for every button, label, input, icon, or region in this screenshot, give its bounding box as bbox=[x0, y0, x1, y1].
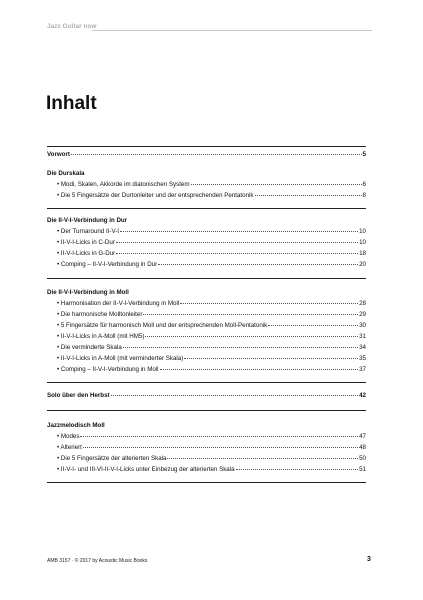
toc-entry-label: • Alteriert bbox=[57, 444, 82, 451]
section-divider bbox=[47, 208, 366, 209]
toc-entry-label: • Comping – II-V-I-Verbindung in Dur bbox=[57, 261, 158, 268]
toc-entry[interactable] bbox=[57, 237, 366, 248]
toc-entry-page: 10 bbox=[359, 239, 366, 246]
toc-entry[interactable] bbox=[57, 259, 366, 270]
toc-entry[interactable] bbox=[57, 298, 366, 309]
page-title: Inhalt bbox=[46, 93, 97, 114]
toc-entry-page: 30 bbox=[359, 322, 366, 329]
toc-leader-dots bbox=[236, 469, 359, 470]
toc-leader-dots bbox=[123, 347, 358, 348]
toc-leader-dots bbox=[111, 395, 359, 396]
toc-entry-page: 31 bbox=[359, 333, 366, 340]
toc-entry-page: 8 bbox=[362, 192, 366, 199]
toc-entry[interactable] bbox=[57, 226, 366, 237]
toc-leader-dots bbox=[167, 458, 358, 459]
toc-entry-page: 10 bbox=[359, 228, 366, 235]
toc-entry-label: • II-V-I-Licks in C-Dur bbox=[57, 239, 115, 246]
toc-entry[interactable] bbox=[57, 179, 366, 190]
toc-leader-dots bbox=[116, 253, 358, 254]
toc-entry-label: • Die 5 Fingersätze der alterierten Skala bbox=[57, 455, 167, 462]
section-divider bbox=[47, 382, 366, 383]
toc-leader-dots bbox=[180, 303, 358, 304]
toc-entry[interactable] bbox=[57, 320, 366, 331]
toc-entry-page: 48 bbox=[359, 444, 366, 451]
toc-entry[interactable] bbox=[57, 364, 366, 375]
toc-entry-page: 18 bbox=[359, 250, 366, 257]
toc-entry-label: • Modes bbox=[57, 433, 80, 440]
toc-entry-label: • II-V-I-Licks in A-Moll (mit HM5) bbox=[57, 333, 145, 340]
toc-leader-dots bbox=[143, 314, 358, 315]
header-rule bbox=[92, 30, 372, 31]
toc-entry-page: 6 bbox=[362, 181, 366, 188]
toc-entry-label: • Die harmonische Molltonleiter bbox=[57, 311, 143, 318]
footer-copyright: AMB 3157 · © 2017 by Acoustic Music Books bbox=[47, 558, 148, 564]
toc-leader-dots bbox=[184, 358, 358, 359]
toc-entry-page: 35 bbox=[359, 355, 366, 362]
toc-leader-dots bbox=[191, 184, 362, 185]
toc-leader-dots bbox=[116, 242, 358, 243]
toc-entry-page: 37 bbox=[359, 366, 366, 373]
section-divider bbox=[47, 482, 366, 483]
toc-entry-page: 34 bbox=[359, 344, 366, 351]
toc-leader-dots bbox=[71, 154, 362, 155]
toc-entry-label: Vorwort bbox=[47, 151, 70, 158]
toc-entry-solo[interactable] bbox=[47, 390, 366, 401]
toc-entry-page: 42 bbox=[359, 392, 366, 399]
toc-leader-dots bbox=[268, 325, 358, 326]
toc-leader-dots bbox=[120, 231, 358, 232]
toc-leader-dots bbox=[80, 436, 358, 437]
toc-entry[interactable] bbox=[57, 248, 366, 259]
toc-heading-dur-251: Die II-V-I-Verbindung in Dur bbox=[47, 217, 128, 224]
footer-page-number: 3 bbox=[367, 556, 371, 563]
toc-entry-label: • Comping – II-V-I-Verbindung in Moll bbox=[57, 366, 159, 373]
toc-entry[interactable] bbox=[57, 442, 366, 453]
toc-heading-durskala: Die Durskala bbox=[47, 170, 85, 177]
toc-entry[interactable] bbox=[57, 309, 366, 320]
toc-entry-vorwort[interactable] bbox=[47, 149, 366, 160]
toc-leader-dots bbox=[255, 195, 362, 196]
toc-leader-dots bbox=[83, 447, 358, 448]
toc-heading-moll-251: Die II-V-I-Verbindung in Moll bbox=[47, 289, 129, 296]
toc-leader-dots bbox=[158, 264, 358, 265]
section-divider bbox=[47, 410, 366, 411]
toc-entry[interactable] bbox=[57, 431, 366, 442]
toc-entry-page: 51 bbox=[359, 466, 366, 473]
toc-entry-page: 5 bbox=[362, 151, 366, 158]
toc-entry-label: • II-V-I-Licks in G-Dur bbox=[57, 250, 116, 257]
toc-leader-dots bbox=[160, 369, 359, 370]
toc-heading-jazzmelodisch: Jazzmelodisch Moll bbox=[47, 422, 105, 429]
toc-entry[interactable] bbox=[57, 353, 366, 364]
toc-entry-label: • II-V-I-Licks in A-Moll (mit verminderter Skala) bbox=[57, 355, 184, 362]
toc-entry-label: • Harmonisation der II-V-I-Verbindung in Moll bbox=[57, 300, 180, 307]
toc-entry[interactable] bbox=[57, 190, 366, 201]
toc-entry-label: • Modi, Skalen, Akkorde im diatonischen System bbox=[57, 181, 190, 188]
toc-entry[interactable] bbox=[57, 342, 366, 353]
toc-entry-label: • Die verminderte Skala bbox=[57, 344, 122, 351]
toc-entry-page: 50 bbox=[359, 455, 366, 462]
toc-entry-page: 20 bbox=[359, 261, 366, 268]
section-divider bbox=[47, 146, 366, 147]
section-divider bbox=[47, 278, 366, 279]
toc-entry-label: • II-V-I- und III-VI-II-V-I-Licks unter Einbezug der alterierten Skala bbox=[57, 466, 235, 473]
toc-leader-dots bbox=[145, 336, 358, 337]
toc-entry-page: 28 bbox=[359, 300, 366, 307]
toc-entry-label: • 5 Fingersätze für harmonisch Moll und der entsprechenden Moll-Pentatonik bbox=[57, 322, 268, 329]
toc-entry-label: • Die 5 Fingersätze der Durtonleiter und der entsprechenden Pentatonik bbox=[57, 192, 254, 199]
toc-entry-label: Solo über den Herbst bbox=[47, 392, 110, 399]
toc-entry-label: • Der Turnaround II-V-I bbox=[57, 228, 120, 235]
toc-entry[interactable] bbox=[57, 331, 366, 342]
toc-entry[interactable] bbox=[57, 453, 366, 464]
toc-entry[interactable] bbox=[57, 464, 366, 475]
toc-entry-page: 47 bbox=[359, 433, 366, 440]
running-header-title: Jazz Guitar now bbox=[47, 23, 97, 30]
toc-entry-page: 29 bbox=[359, 311, 366, 318]
